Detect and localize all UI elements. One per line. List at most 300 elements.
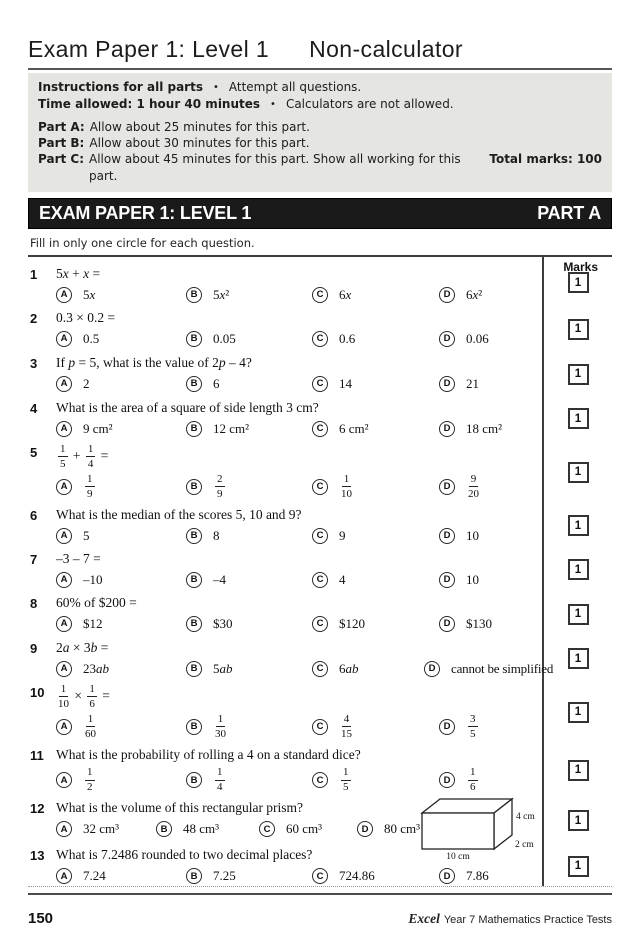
- option-bubble[interactable]: C: [312, 772, 328, 788]
- page-title: [28, 36, 612, 70]
- answer-option: [439, 572, 542, 588]
- answer-option: [56, 287, 186, 303]
- question-stem: 5x + x =: [56, 265, 101, 281]
- question-stem-line: [30, 355, 542, 372]
- answer-option: [439, 331, 542, 347]
- bullet-icon: •: [270, 99, 276, 110]
- marks-box: 1: [568, 559, 589, 580]
- option-bubble[interactable]: C: [259, 821, 275, 837]
- question-number: 4: [30, 400, 38, 416]
- options-row: [56, 287, 542, 303]
- option-bubble[interactable]: A: [56, 421, 72, 437]
- marks-box: 1: [568, 702, 589, 723]
- option-text: [339, 767, 353, 793]
- fraction: $\frac{1}{9}$: [87, 472, 93, 500]
- bullet-icon: •: [212, 82, 219, 93]
- answer-option: [186, 331, 312, 347]
- total-marks: Total marks: 100: [489, 152, 602, 167]
- option-bubble[interactable]: B: [186, 572, 202, 588]
- question-main: [28, 635, 554, 679]
- marks-box: 1: [568, 810, 589, 831]
- marks-box: 1: [568, 648, 589, 669]
- option-text: 48 cm³: [183, 821, 220, 837]
- option-text: [213, 474, 227, 500]
- question-stem: 60% of $200 =: [56, 594, 137, 610]
- options-row: [56, 868, 542, 884]
- answer-option: [312, 474, 439, 500]
- answer-option: [56, 331, 186, 347]
- option-bubble[interactable]: A: [56, 719, 72, 735]
- question-main: [28, 590, 542, 635]
- part-c-line: [38, 151, 602, 183]
- answer-option: [186, 376, 312, 392]
- answer-option: [439, 714, 542, 740]
- answer-option: [312, 572, 439, 588]
- prism-depth-label: 2 cm: [515, 840, 534, 851]
- question-main: [28, 395, 542, 439]
- question-number: 3: [30, 355, 38, 371]
- answer-option: [56, 421, 186, 437]
- answer-option: [312, 287, 439, 303]
- option-bubble[interactable]: A: [56, 616, 72, 632]
- answer-option: [312, 528, 439, 544]
- option-text: [83, 767, 97, 793]
- option-text: [466, 767, 480, 793]
- option-bubble[interactable]: D: [439, 868, 455, 884]
- option-bubble[interactable]: B: [156, 821, 172, 837]
- options-row: [56, 572, 542, 588]
- answer-option: [312, 376, 439, 392]
- marks-cell: [542, 350, 612, 395]
- answer-option: [56, 661, 186, 677]
- question-number: 7: [30, 551, 38, 567]
- option-bubble[interactable]: C: [312, 572, 328, 588]
- option-bubble[interactable]: B: [186, 331, 202, 347]
- instructions-line-1: [38, 80, 602, 94]
- question-row: [28, 257, 612, 305]
- marks-column-header: Marks: [563, 259, 598, 274]
- answer-option: [439, 421, 542, 437]
- question-stem-line: [30, 640, 542, 657]
- questions: [28, 257, 612, 887]
- question-row: [28, 635, 612, 679]
- banner-part: PART A: [537, 202, 601, 223]
- option-text: 12 cm²: [213, 420, 250, 436]
- option-bubble[interactable]: C: [312, 868, 328, 884]
- option-text: –10: [83, 571, 103, 587]
- fraction: $\frac{1}{30}$: [215, 712, 226, 740]
- option-text: [339, 474, 354, 500]
- option-text: 5x²: [213, 286, 230, 302]
- answer-option: [439, 767, 542, 793]
- fraction: $\frac{1}{5}$: [343, 766, 349, 794]
- option-bubble[interactable]: B: [186, 719, 202, 735]
- question-stem: What is 7.2486 rounded to two decimal places?: [56, 847, 313, 863]
- question-stem-line: [30, 400, 542, 417]
- question-number: 10: [30, 684, 45, 700]
- option-bubble[interactable]: B: [186, 661, 202, 677]
- option-bubble[interactable]: D: [439, 719, 455, 735]
- answer-option: [186, 287, 312, 303]
- option-bubble[interactable]: D: [439, 331, 455, 347]
- fraction: $\frac{1}{6}$: [89, 682, 95, 710]
- fraction: $\frac{9}{20}$: [468, 472, 479, 500]
- marks-cell: [542, 679, 612, 742]
- marks-cell: [542, 546, 612, 590]
- question-main: [28, 305, 542, 350]
- question-main: [28, 679, 542, 742]
- option-text: $130: [466, 615, 492, 631]
- answer-option: [439, 868, 542, 884]
- option-text: 14: [339, 375, 352, 391]
- part-a-line: [38, 119, 602, 135]
- instructions-line-2: [38, 97, 602, 111]
- part-c-label: Part C:: [38, 152, 85, 167]
- question-table: [28, 255, 612, 888]
- option-bubble[interactable]: B: [186, 616, 202, 632]
- option-text: 8: [213, 527, 220, 543]
- option-bubble[interactable]: B: [186, 772, 202, 788]
- option-text: 6ab: [339, 660, 359, 676]
- question-main: [28, 257, 542, 305]
- option-bubble[interactable]: C: [312, 479, 328, 495]
- question-stem: 0.3 × 0.2 =: [56, 309, 116, 325]
- answer-option: [439, 376, 542, 392]
- marks-cell: [542, 795, 612, 842]
- answer-option: [186, 661, 312, 677]
- instructions-line-1-text: Attempt all questions.: [228, 80, 362, 94]
- option-text: 0.06: [466, 330, 489, 346]
- answer-option: [56, 767, 186, 793]
- footer-brand-logo: Excel: [408, 911, 440, 927]
- question-stem: $\frac{1}{5}$ + $\frac{1}{4}$ =: [60, 442, 109, 470]
- question-number: 1: [30, 266, 38, 282]
- marks-box: 1: [568, 272, 589, 293]
- option-text: 6 cm²: [339, 420, 369, 436]
- answer-option: [186, 528, 312, 544]
- options-row: [56, 331, 542, 347]
- answer-option: [259, 821, 357, 837]
- question-stem: $\frac{1}{10}$ × $\frac{1}{6}$ =: [58, 682, 110, 710]
- option-text: 0.05: [213, 330, 236, 346]
- option-bubble[interactable]: D: [439, 616, 455, 632]
- answer-option: [312, 421, 439, 437]
- option-bubble[interactable]: B: [186, 421, 202, 437]
- part-c-text: Allow about 45 minutes for this part. Show all working for this part.: [89, 152, 461, 183]
- options-row: [56, 474, 542, 500]
- question-stem-line: [30, 266, 542, 283]
- marks-box: 1: [568, 760, 589, 781]
- marks-cell: [542, 439, 612, 502]
- answer-option: [312, 767, 439, 793]
- option-bubble[interactable]: D: [439, 421, 455, 437]
- answer-option: [312, 868, 439, 884]
- answer-option: [156, 821, 259, 837]
- option-text: 4: [339, 571, 346, 587]
- bottom-rule: [28, 893, 612, 895]
- answer-option: [56, 572, 186, 588]
- question-stem: What is the median of the scores 5, 10 and 9?: [56, 506, 302, 522]
- option-bubble[interactable]: A: [56, 772, 72, 788]
- question-row: [28, 679, 612, 742]
- option-text: cannot be simplified: [451, 660, 554, 676]
- part-a-text: Allow about 25 minutes for this part.: [89, 120, 310, 134]
- question-number: 11: [30, 747, 44, 763]
- question-main: [28, 742, 542, 796]
- option-text: [213, 714, 228, 740]
- question-row: [28, 546, 612, 590]
- option-text: $12: [83, 615, 103, 631]
- answer-option: [186, 572, 312, 588]
- answer-option: [439, 528, 542, 544]
- question-stem: What is the probability of rolling a 4 on a standard dice?: [56, 746, 361, 762]
- question-stem-line: [30, 847, 542, 864]
- fraction: $\frac{1}{2}$: [87, 766, 93, 794]
- question-stem-line: [30, 551, 542, 568]
- part-a-label: Part A:: [38, 120, 85, 134]
- instructions-box: [28, 73, 612, 192]
- answer-option: [424, 660, 554, 677]
- fraction: $\frac{1}{5}$: [60, 442, 66, 470]
- marks-box: 1: [568, 604, 589, 625]
- option-bubble[interactable]: C: [312, 719, 328, 735]
- option-text: 6: [213, 375, 220, 391]
- option-bubble[interactable]: C: [312, 331, 328, 347]
- question-number: 9: [30, 640, 38, 656]
- answer-option: [186, 421, 312, 437]
- option-text: 7.24: [83, 868, 106, 884]
- option-text: 18 cm²: [466, 420, 503, 436]
- question-stem-line: [30, 507, 542, 524]
- time-allowed-heading: Time allowed: 1 hour 40 minutes: [38, 97, 261, 111]
- fraction: $\frac{1}{4}$: [87, 442, 94, 470]
- option-text: 5x: [83, 286, 96, 302]
- answer-option: [56, 528, 186, 544]
- question-row: [28, 305, 612, 350]
- question-stem: –3 – 7 =: [56, 550, 101, 566]
- options-row: [56, 660, 554, 677]
- fraction: $\frac{4}{15}$: [341, 712, 352, 740]
- option-text: 2: [83, 375, 90, 391]
- question-row: [28, 742, 612, 796]
- answer-option: [56, 376, 186, 392]
- option-bubble[interactable]: C: [312, 528, 328, 544]
- question-stem: What is the area of a square of side length 3 cm?: [56, 399, 319, 415]
- option-bubble[interactable]: B: [186, 479, 202, 495]
- answer-option: [439, 287, 542, 303]
- question-main: [28, 502, 542, 546]
- marks-box: 1: [568, 364, 589, 385]
- option-bubble[interactable]: B: [186, 376, 202, 392]
- option-bubble[interactable]: A: [56, 821, 72, 837]
- options-row: [56, 528, 542, 544]
- fraction: $\frac{1}{10}$: [341, 472, 352, 500]
- option-bubble[interactable]: D: [424, 661, 440, 677]
- question-main: [28, 842, 542, 886]
- option-text: 6x²: [466, 286, 483, 302]
- marks-cell: [542, 502, 612, 546]
- option-bubble[interactable]: A: [56, 572, 72, 588]
- page-footer: [28, 910, 612, 927]
- option-text: 9 cm²: [83, 420, 113, 436]
- question-number: 8: [30, 595, 38, 611]
- option-text: [213, 767, 227, 793]
- fraction: $\frac{2}{9}$: [217, 472, 223, 500]
- footer-page-number: 150: [28, 910, 54, 927]
- question-number: 5: [30, 444, 38, 460]
- option-bubble[interactable]: A: [56, 868, 72, 884]
- question-row: [28, 350, 612, 395]
- fraction: $\frac{3}{5}$: [470, 712, 476, 740]
- question-stem: If p = 5, what is the value of 2p – 4?: [56, 354, 252, 370]
- option-text: 10: [466, 571, 479, 587]
- prism-height-label: 4 cm: [516, 812, 535, 823]
- option-text: $30: [213, 615, 233, 631]
- question-row: [28, 842, 612, 886]
- question-number: 13: [30, 848, 45, 864]
- option-text: 60 cm³: [286, 821, 323, 837]
- marks-box: 1: [568, 462, 589, 483]
- option-bubble[interactable]: D: [439, 772, 455, 788]
- answer-option: [186, 714, 312, 740]
- option-bubble[interactable]: C: [312, 376, 328, 392]
- option-bubble[interactable]: A: [56, 331, 72, 347]
- option-text: 23ab: [83, 660, 109, 676]
- option-text: $120: [339, 615, 365, 631]
- option-text: [339, 714, 354, 740]
- marks-box: 1: [568, 408, 589, 429]
- marks-cell: [542, 742, 612, 796]
- option-bubble[interactable]: D: [439, 287, 455, 303]
- answer-option: [56, 868, 186, 884]
- option-bubble[interactable]: D: [439, 572, 455, 588]
- marks-box: 1: [568, 856, 589, 877]
- options-row: [56, 616, 542, 632]
- option-text: [466, 474, 481, 500]
- option-bubble[interactable]: B: [186, 868, 202, 884]
- answer-option: [312, 331, 439, 347]
- option-bubble[interactable]: A: [56, 479, 72, 495]
- instructions-line-2-text: Calculators are not allowed.: [285, 97, 454, 111]
- fraction: $\frac{1}{6}$: [470, 766, 476, 794]
- part-b-line: [38, 135, 602, 151]
- question-stem-line: [30, 684, 542, 710]
- footer-series: [408, 911, 612, 927]
- option-bubble[interactable]: D: [439, 528, 455, 544]
- answer-option: [186, 474, 312, 500]
- option-bubble[interactable]: C: [312, 661, 328, 677]
- option-bubble[interactable]: D: [439, 376, 455, 392]
- fraction: $\frac{1}{4}$: [217, 766, 223, 794]
- options-row: [56, 421, 542, 437]
- option-text: 0.6: [339, 330, 356, 346]
- question-number: 2: [30, 310, 38, 326]
- answer-option: [56, 714, 186, 740]
- option-text: 7.25: [213, 868, 236, 884]
- fill-instruction: Fill in only one circle for each question.: [30, 235, 255, 250]
- option-bubble[interactable]: C: [312, 287, 328, 303]
- options-row: [56, 767, 542, 793]
- answer-option: [312, 661, 424, 677]
- question-row: [28, 502, 612, 546]
- option-bubble[interactable]: B: [186, 287, 202, 303]
- marks-box: 1: [568, 319, 589, 340]
- option-text: 5ab: [213, 660, 233, 676]
- marks-box: 1: [568, 515, 589, 536]
- option-bubble[interactable]: A: [56, 287, 72, 303]
- option-text: [466, 714, 480, 740]
- marks-cell: [542, 305, 612, 350]
- answer-option: [56, 821, 156, 837]
- answer-option: [312, 714, 439, 740]
- fraction: $\frac{1}{10}$: [58, 682, 69, 710]
- option-text: 5: [83, 527, 90, 543]
- question-row: [28, 395, 612, 439]
- option-text: 0.5: [83, 330, 100, 346]
- option-bubble[interactable]: B: [186, 528, 202, 544]
- option-bubble[interactable]: C: [312, 616, 328, 632]
- banner-title: EXAM PAPER 1: LEVEL 1: [39, 202, 252, 223]
- question-stem-line: [30, 444, 542, 470]
- answer-option: [186, 616, 312, 632]
- option-text: 21: [466, 375, 479, 391]
- question-row: [28, 590, 612, 635]
- prism-width-label: 10 cm: [446, 852, 470, 863]
- fraction: $\frac{1}{60}$: [85, 712, 96, 740]
- option-bubble[interactable]: D: [439, 479, 455, 495]
- page-title-right: Non-calculator: [309, 36, 463, 62]
- question-stem-line: [30, 595, 542, 612]
- question-stem-line: [30, 310, 542, 327]
- option-bubble[interactable]: C: [312, 421, 328, 437]
- option-bubble[interactable]: A: [56, 376, 72, 392]
- answer-option: [186, 767, 312, 793]
- question-row: [28, 439, 612, 502]
- option-bubble[interactable]: A: [56, 661, 72, 677]
- page-title-left: Exam Paper 1: Level 1: [28, 36, 270, 62]
- instructions-heading: Instructions for all parts: [38, 80, 203, 94]
- option-text: 9: [339, 527, 346, 543]
- marks-cell: [542, 842, 612, 886]
- option-bubble[interactable]: D: [357, 821, 373, 837]
- marks-cell: [542, 590, 612, 635]
- options-row: [56, 376, 542, 392]
- parts-list: [38, 119, 602, 184]
- option-text: 80 cm³: [384, 821, 421, 837]
- option-bubble[interactable]: A: [56, 528, 72, 544]
- option-text: 32 cm³: [83, 821, 120, 837]
- question-main: [28, 439, 542, 502]
- question-stem: What is the volume of this rectangular prism?: [56, 800, 304, 816]
- option-text: 10: [466, 527, 479, 543]
- answer-option: [312, 616, 439, 632]
- answer-option: [56, 474, 186, 500]
- options-row: [56, 714, 542, 740]
- option-text: [83, 474, 97, 500]
- answer-option: [439, 474, 542, 500]
- option-text: 724.86: [339, 868, 375, 884]
- marks-cell: [542, 395, 612, 439]
- section-banner: [28, 198, 612, 229]
- option-text: 7.86: [466, 868, 489, 884]
- option-text: 6x: [339, 286, 352, 302]
- question-number: 6: [30, 507, 38, 523]
- question-number: 12: [30, 801, 45, 817]
- footer-series-text: Year 7 Mathematics Practice Tests: [443, 914, 612, 927]
- question-stem-line: [30, 747, 542, 764]
- part-b-label: Part B:: [38, 136, 85, 151]
- option-text: [83, 714, 98, 740]
